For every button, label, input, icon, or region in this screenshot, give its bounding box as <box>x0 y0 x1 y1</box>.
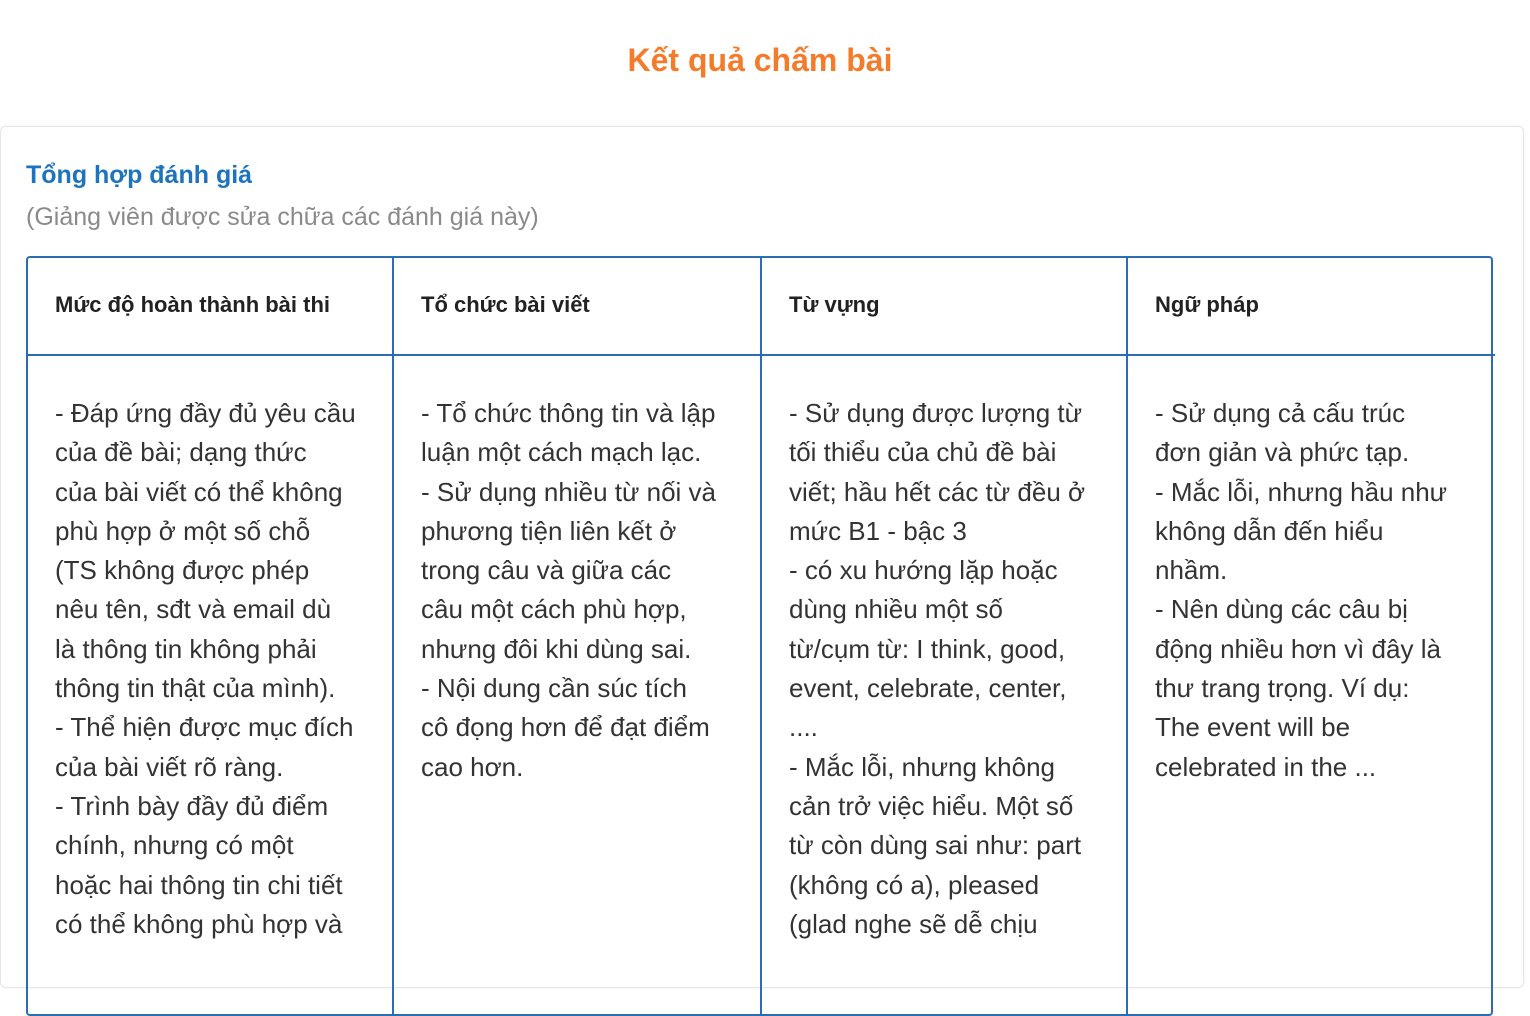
header-task-completion: Mức độ hoàn thành bài thi <box>28 258 394 356</box>
feedback-grammar[interactable]: - Sử dụng cả cấu trúc đơn giản và phức tạp. - Mắc lỗi, nhưng hầu như không dẫn đến hiểu nhầm. - Nên dùng các câu bị động nhiều hơn vì đây là thư trang trọng. Ví dụ: The event will be celebrated in the ... <box>1155 398 1448 782</box>
section-subtitle: (Giảng viên được sửa chữa các đánh giá này) <box>26 203 539 231</box>
feedback-organization[interactable]: - Tổ chức thông tin và lập luận một cách mạch lạc. - Sử dụng nhiều từ nối và phương tiện liên kết ở trong câu và giữa các câu một cách phù hợp, nhưng đôi khi dùng sai. - Nội dung cần súc tích cô đọng hơn để đạt điểm cao hơn. <box>394 356 762 1014</box>
evaluation-table <box>26 256 1493 1016</box>
section-title: Tổng hợp đánh giá <box>26 161 253 189</box>
header-organization: Tổ chức bài viết <box>394 258 762 356</box>
header-vocabulary: Từ vựng <box>762 258 1128 356</box>
page-title: Kết quả chấm bài <box>627 42 893 78</box>
header-grammar: Ngữ pháp <box>1128 258 1495 356</box>
feedback-task-completion[interactable]: - Đáp ứng đầy đủ yêu cầu của đề bài; dạng thức của bài viết có thể không phù hợp ở một số chỗ (TS không được phép nêu tên, sđt và email dù là thông tin không phải thông tin thật của mình). - Thể hiện được mục đích của bài viết rõ ràng. - Trình bày đầy đủ điểm chính, nhưng có một hoặc hai thông tin chi tiết có thể không phù hợp và <box>28 356 394 1014</box>
feedback-vocabulary[interactable]: - Sử dụng được lượng từ tối thiểu của chủ đề bài viết; hầu hết các từ đều ở mức B1 - bậc 3 - có xu hướng lặp hoặc dùng nhiều một số từ/cụm từ: I think, good, event, celebrate, center, .... - Mắc lỗi, nhưng không cản trở việc hiểu. Một số từ còn dùng sai như: part (không có a), pleased (glad nghe sẽ dễ chịu <box>762 356 1128 1014</box>
